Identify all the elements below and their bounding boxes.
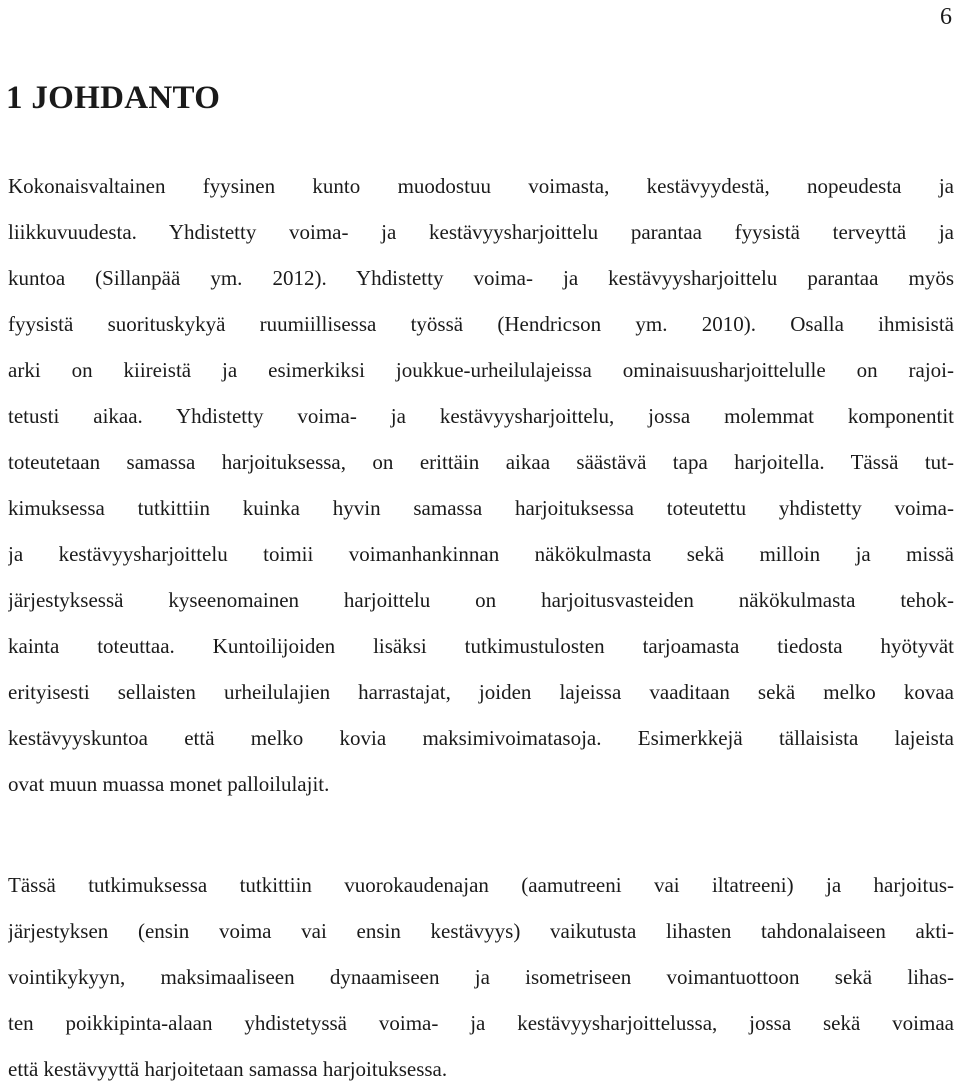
text-line: tetusti aikaa. Yhdistetty voima- ja kestävyysharjoittelu, jossa molemmat komponentit bbox=[8, 404, 954, 428]
text-line: ovat muun muassa monet palloilulajit. bbox=[8, 772, 330, 796]
text-line: kuntoa (Sillanpää ym. 2012). Yhdistetty voima- ja kestävyysharjoittelu parantaa myös bbox=[8, 266, 954, 290]
text-line: kimuksessa tutkittiin kuinka hyvin samassa harjoituksessa toteutettu yhdistetty voima- bbox=[8, 496, 954, 520]
text-line: järjestyksen (ensin voima vai ensin kestävyys) vaikutusta lihasten tahdonalaiseen akti- bbox=[8, 919, 954, 943]
text-line: liikkuvuudesta. Yhdistetty voima- ja kestävyysharjoittelu parantaa fyysistä terveyttä ja bbox=[8, 220, 954, 244]
text-line: vointikykyyn, maksimaaliseen dynaamiseen ja isometriseen voimantuottoon sekä lihas- bbox=[8, 965, 954, 989]
text-line: ja kestävyysharjoittelu toimii voimanhankinnan näkökulmasta sekä milloin ja missä bbox=[8, 542, 954, 566]
text-line: arki on kiireistä ja esimerkiksi joukkue-urheilulajeissa ominaisuusharjoittelulle on rajoi- bbox=[8, 358, 954, 382]
body-paragraph-2 bbox=[8, 862, 954, 1092]
text-line: kestävyyskuntoa että melko kovia maksimivoimatasoja. Esimerkkejä tällaisista lajeista bbox=[8, 726, 954, 750]
page-number: 6 bbox=[940, 4, 952, 30]
text-line: järjestyksessä kyseenomainen harjoittelu on harjoitusvasteiden näkökulmasta tehok- bbox=[8, 588, 954, 612]
text-line: Tässä tutkimuksessa tutkittiin vuorokaudenajan (aamutreeni vai iltatreeni) ja harjoitus- bbox=[8, 873, 954, 897]
text-line: kainta toteuttaa. Kuntoilijoiden lisäksi tutkimustulosten tarjoamasta tiedosta hyötyvät bbox=[8, 634, 954, 658]
text-line: että kestävyyttä harjoitetaan samassa harjoituksessa. bbox=[8, 1057, 448, 1081]
text-line: erityisesti sellaisten urheilulajien harrastajat, joiden lajeissa vaaditaan sekä melko kovaa bbox=[8, 680, 954, 704]
text-line: Kokonaisvaltainen fyysinen kunto muodostuu voimasta, kestävyydestä, nopeudesta ja bbox=[8, 174, 954, 198]
text-line: ten poikkipinta-alaan yhdistetyssä voima- ja kestävyysharjoittelussa, jossa sekä voimaa bbox=[8, 1011, 954, 1035]
body-paragraph-1 bbox=[8, 163, 954, 807]
section-heading: 1 JOHDANTO bbox=[6, 80, 221, 116]
text-line: toteutetaan samassa harjoituksessa, on erittäin aikaa säästävä tapa harjoitella. Tässä tut- bbox=[8, 450, 954, 474]
text-line: fyysistä suorituskykyä ruumiillisessa työssä (Hendricson ym. 2010). Osalla ihmisistä bbox=[8, 312, 954, 336]
